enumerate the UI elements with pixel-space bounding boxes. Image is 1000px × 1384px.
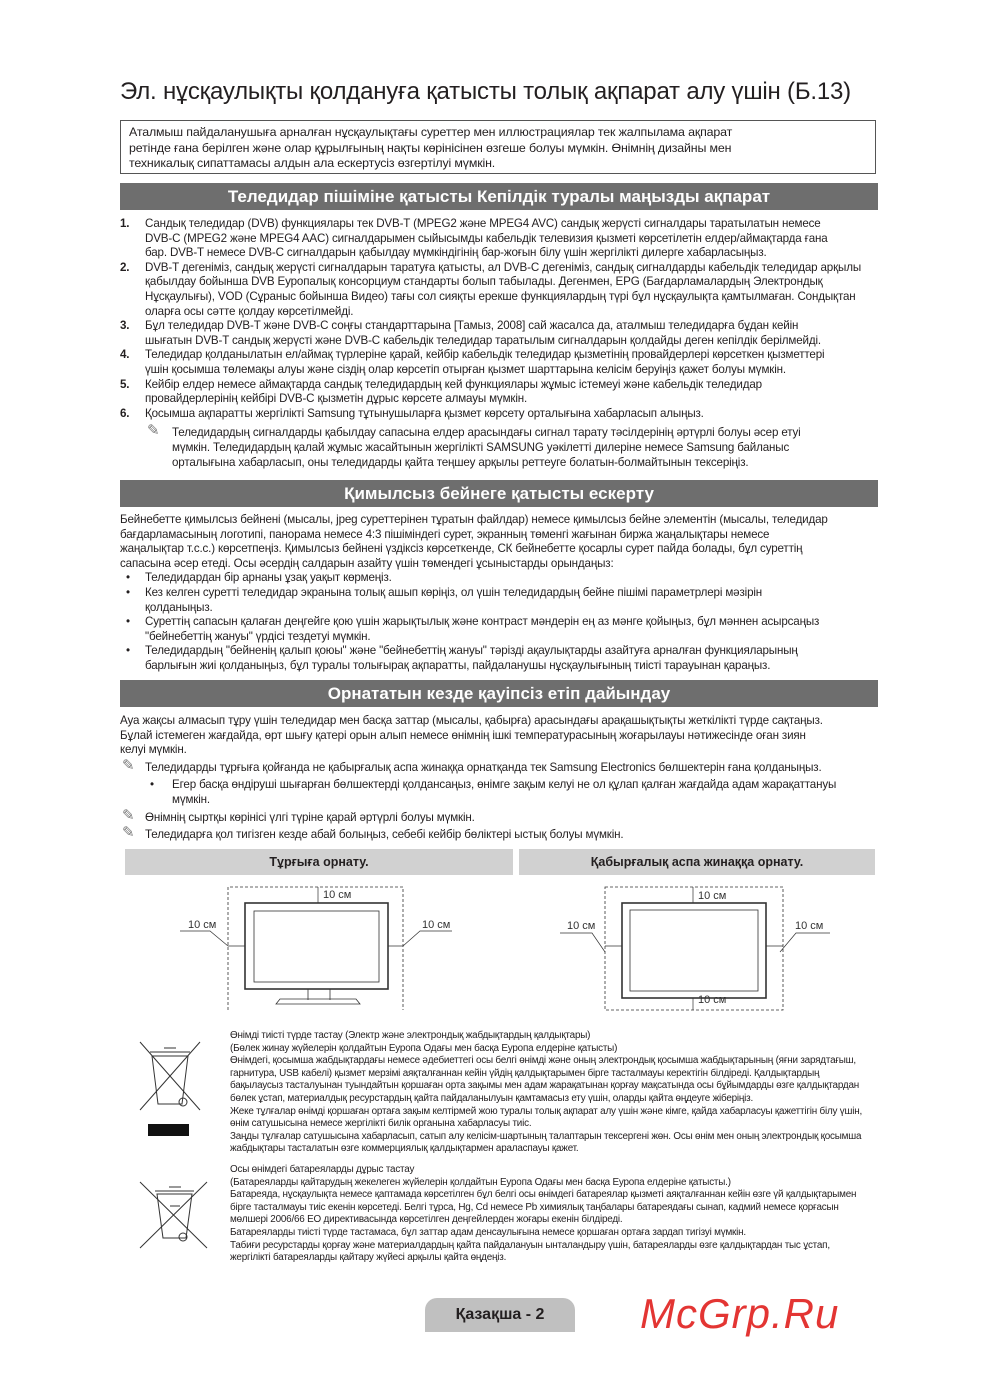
disposal-line: Батареяларды тиісті түрде тастамаса, бұл заттар адам денсаулығына немесе қоршаған ортаға зардап тигізуі мүмкін. [230, 1226, 746, 1238]
pencil-note-icon: ✎ [122, 824, 135, 842]
table-header-stand: Тұрғыға орнату. [125, 849, 513, 875]
disposal-line: Өнімдегі, қосымша жабдықтардағы немесе әдебиеттегі осы белгі өнімді және оның электрондық қосымша жабдықтарының (яғни зарядтағыш, [230, 1055, 856, 1067]
item-line: Кейбір елдер немесе аймақтарда сандық теледидардың кей функциялары жұмыс істемеуі және кабельдік теледидар [145, 377, 762, 391]
bullet-icon: • [126, 644, 130, 658]
item-line: Сандық теледидар (DVB) функциялары тек DVB-T (MPEG2 және MPEG4 AVC) сандық жерүсті сигналдары таратылатын немесе [145, 217, 821, 230]
disposal-line: (Батареяларды қайтарудың жекелеген жүйелерін қолдайтын Еуропа Одағы мен басқа Еуропа елдеріне қатысты.) [230, 1176, 731, 1188]
note-line: Теледидардың сигналдарды қабылдау сапасына елдер арасындағы сигнал тарату тәсілдерінің әртүрлі болуы әсер етуі [172, 426, 801, 440]
section-heading-still-image: Қимылсыз бейнеге қатысты ескерту [120, 480, 878, 507]
paragraph-line: Бұлай істемеген жағдайда, өрт шығу қатері орын алып немесе өнімнің ішкі температурасының жоғарылауы нәтижесінде оған зиян [120, 728, 806, 742]
item-line: қабылдау бойынша DVB Еуропалық консорциум стандарты болып табылады. Дегенмен, EPG (Бағдарламалардың Электрондық [145, 275, 823, 289]
pencil-note-icon: ✎ [122, 806, 135, 824]
item-line: Бұл теледидар DVB-T және DVB-C соңғы стандарттарына [Тамыз, 2008] сай жасалса да, аталмыш теледидарға бұдан кейін [145, 319, 799, 333]
item-number: 2. [120, 260, 130, 274]
note-line: мүмкін. Теледидардың қалай жұмыс жасайтынын жергілікті SAMSUNG уәкілетті дилеріне немесе Samsung байланыс [172, 440, 790, 454]
note-line: Теледидарға қол тигізген кезде абай болыңыз, себебі кейбір бөліктері ыстық болуы мүмкін. [145, 828, 624, 842]
item-line: Нұсқаулығы), VOD (Сұраныс бойынша Видео) тағы сол сияқты ерекше функциялардың түрі бұл нұсқаулықта қамтылмаған. Сондықтан [145, 289, 856, 303]
disclaimer-line: техникалық сипаттамасы алдын ала ескертусіз өзгертілуі мүмкін. [129, 156, 496, 170]
item-number: 1. [120, 217, 130, 230]
bullet-line: Егер басқа өндіруші шығарған бөлшектерді қолдансаңыз, өнімге зақым келуі не ол құлап қалған жағдайда адам жарақаттануы [172, 778, 837, 792]
disposal-line: бақылаусыз тасталуынан туындайтын қоршаған орта зақымы мен адам жарақатынан қорғау мақсатында осы бұйымдарды өзге қалдықтардан [230, 1080, 860, 1092]
bullet-icon: • [126, 585, 130, 599]
paragraph-line: сапасына әсер етеді. Осы әсердің салдарын азайту үшін төмендегі ұсыныстарды орындаңыз: [120, 556, 614, 570]
bullet-line: Теледидардың "бейненің қалып қоюы" және "бейнебеттің жануы" тәрізді ақаулықтарды азайтуға арналған функцияларының [145, 644, 798, 658]
disposal-line: Заңды тұлғалар сатушысына хабарласып, сатып алу келісім-шартының талаптарын тексергені жөн. Осы өнім мен оның электрондық қосымша [230, 1130, 862, 1142]
item-line: оларға осы сәтте қолдау көрсетілмейді. [145, 304, 354, 318]
item-line: провайдерлерінің кейбірі DVB-C қызметін дұрыс көрсете алмауы мүмкін. [145, 392, 528, 406]
paragraph-line: бағдарламасының логотипі, панорама немесе 4:3 пішіміндегі сурет, экранның төменгі жағынан биржа жаңалықтары немесе [120, 527, 770, 541]
disposal-line: бірге тасталмауы тиіс екенін көрсетеді. Белгі тұрса, Hg, Cd немесе Pb химиялық таңбалары батареядағы сынап, кадмий немесе қорғасын [230, 1201, 839, 1213]
paragraph-line: келуі мүмкін. [120, 743, 187, 757]
item-line: Қосымша ақпаратты жергілікті Samsung тұтынушыларға қызмет көрсету орталығына хабарласып алыңыз. [145, 406, 704, 420]
bullet-line: Суреттің сапасын қалаған деңгейге қою үшін жарықтылық және контраст мәндерін ең аз мәнге қойыңыз, бұл мәннен асырсаңыз [145, 615, 820, 629]
disposal-line: бөлек ұстап, материалдық ресурстардың қайта пайдаланылуын қамтамасыз ету үшін, оларды қайта өңдеуге жіберіңіз. [230, 1092, 754, 1104]
paragraph-line: жаңалықтар т.с.с.) көрсетпеңіз. Қимылсыз бейнені үздіксіз көрсеткенде, СК бейнебетте қосарлы сурет пайда болады, бұл суреттің [120, 542, 803, 556]
item-line: DVB-C (MPEG2 және MPEG4 AAC) сигналдарымен сыйысымды кабельдік телевизия қызметі көрсетілетін елдер/аймақтарда ғана [145, 231, 828, 245]
disposal-line: мөлшері 2006/66 ЕО директивасында көрсетілген деңгейлерден жоғары екенін білдіреді. [230, 1214, 623, 1226]
clearance-label: 10 см [567, 920, 596, 932]
table-header-wall-mount: Қабырғалық аспа жинаққа орнату. [519, 849, 875, 875]
bullet-icon: • [126, 615, 130, 629]
bullet-icon: • [126, 571, 130, 585]
bullet-line: "бейнебеттің жануы" үрдісі тездетуі мүмкін. [145, 629, 371, 643]
section-heading-warranty: Теледидар пішіміне қатысты Кепілдік туралы маңызды ақпарат [120, 183, 878, 210]
stand-diagram [180, 887, 452, 1010]
disposal-line: Батареяда, нұсқаулықта немесе қаптамада көрсетілген бұл белгі осы өнімдегі батареялар қызметі аяқталғаннан кейін өзге үй қалдықтарымен [230, 1189, 857, 1201]
disposal-line: өнім сатушысына немесе жергілікті билік органына хабарласуы тиіс. [230, 1118, 532, 1130]
item-line: Теледидар қолданылатын ел/аймақ түрлеріне қарай, кейбір кабельдік теледидар қызметінің провайдерлері көрсеткен қызметтері [145, 348, 825, 362]
paragraph-line: Ауа жақсы алмасып тұру үшін теледидар мен басқа заттар (мысалы, қабырға) арасындағы арақашықтықты жеткілікті түрде сақтаңыз. [120, 714, 823, 727]
disposal-line: Жеке тұлғалар өнімді қоршаған ортаға зақым келтірмей жою туралы толық ақпарат алу үшін және кімге, қайда хабарласуы қажеттігін білу үшін, [230, 1105, 863, 1117]
disposal-line: Осы өнімдегі батареяларды дұрыс тастау [230, 1164, 415, 1175]
disposal-line: гарнитура, USB кабелі) қызмет мерзімі аяқталғаннан кейін үйдің қалдықтарымен бірге тасталмауы керектігін білдіреді. Қалдықтардың [230, 1067, 820, 1079]
bullet-line: қолданыңыз. [145, 600, 213, 614]
clearance-label: 10 см [188, 919, 217, 931]
bullet-line: Кез келген суретті теледидар экранына толық ашып көріңіз, ол үшін теледидардың бейне пішімі параметрлері мәзірін [145, 585, 763, 599]
item-line: DVB-T дегеніміз, сандық жерүсті сигналдарын таратуға қатысты, ал DVB-C дегеніміз, сандық сигналдарды кабельдік теледидар арқылы [145, 260, 862, 274]
item-number: 6. [120, 406, 130, 420]
disposal-line: Табиғи ресурстарды қорғау және материалдардың қайта пайдалануын ынталандыру үшін, батареяларды өзге қалдықтардан тыс ұстап, [230, 1239, 830, 1251]
weee-bar [148, 1124, 189, 1136]
disposal-line: жабдықтары тасталатын өзге коммерциялық қалдықтармен араласпауы қажет. [230, 1143, 579, 1155]
clearance-label: 10 см [795, 920, 824, 932]
pencil-note-icon: ✎ [147, 422, 160, 440]
bullet-icon: • [150, 778, 154, 792]
item-line: бар. DVB-T немесе DVB-C сигналдарын қабылдау мүмкіндігінің бар-жоғын білу үшін жергілікті дилерге хабарласыңыз. [145, 246, 767, 260]
crossed-bin-icon [140, 1042, 200, 1110]
item-number: 4. [120, 348, 130, 362]
item-number: 3. [120, 319, 130, 333]
disclaimer-line: ретінде ғана берілген және олар құрылғының нақты көрінісінен өзгеше болуы мүмкін. Өнімнің дизайны мен [129, 140, 732, 155]
clearance-label: 10 см [698, 994, 727, 1006]
item-line: шығатын DVB-T сандық жерүсті және DVB-C кабельдік теледидар таратылым сигналдарын қолдайды деген кепілдік берілмейді. [145, 333, 821, 347]
bullet-line: мүмкін. [172, 792, 210, 806]
note-line: орталығына хабарласып, оны теледидарды қайта теңшеу арқылы реттеуге болатын-болмайтынын тексеріңіз. [172, 455, 749, 469]
section-heading-installation: Орнататын кезде қауіпсіз етіп дайындау [120, 680, 878, 707]
battery-disposal-text [230, 1164, 856, 1265]
crossed-battery-bin-icon [140, 1182, 207, 1248]
clearance-label: 10 см [422, 919, 451, 931]
bullet-line: барлығын жиі қолданыңыз, бұл туралы толығырақ ақпаратты, пайдаланушы нұсқаулығының тиісті тарауынан қараңыз. [145, 658, 771, 672]
wall-mount-diagram [560, 887, 830, 1010]
item-line: үшін қосымша төлемақы алуы және сіздің олар көрсетіп отырған қызмет шарттарына келісім беруіңіз қажет болуы мүмкін. [145, 362, 786, 376]
bullet-line: Теледидардан бір арнаны ұзақ уақыт көрмеңіз. [145, 571, 392, 585]
clearance-label: 10 см [323, 889, 352, 901]
disclaimer-line: Аталмыш пайдаланушыға арналған нұсқаулықтағы суреттер мен иллюстрациялар тек жалпылама ақпарат [129, 125, 733, 139]
page-title: Эл. нұсқаулықты қолдануға қатысты толық ақпарат алу үшін (Б.13) [120, 78, 851, 105]
disposal-line: жергілікті батареяларды қайтару жүйесі арқылы қайта өңдеңіз. [230, 1252, 507, 1264]
item-number: 5. [120, 377, 130, 391]
note-line: Өнімнің сыртқы көрінісі үлгі түріне қарай әртүрлі болуы мүмкін. [145, 810, 475, 824]
paragraph-line: Бейнебетте қимылсыз бейнені (мысалы, jpeg суреттерінен тұратын файлдар) немесе қимылсыз бейне элементін (мысалы, теледидар [120, 513, 828, 526]
disposal-line: (Бөлек жинау жүйелерін қолдайтын Еуропа Одағы мен басқа Еуропа елдеріне қатысты) [230, 1042, 618, 1054]
disposal-line: Өнімді тиісті түрде тастау (Электр және электрондық жабдықтардың қалдықтары) [230, 1030, 591, 1041]
pencil-note-icon: ✎ [122, 756, 135, 774]
note-line: Теледидарды тұрғыға қойғанда не қабырғалық аспа жинаққа орнатқанда тек Samsung Electronics бөлшектерін ғана қолданыңыз. [145, 760, 822, 774]
watermark: McGrp.Ru [640, 1290, 840, 1337]
weee-disposal-text [230, 1030, 862, 1156]
page-number-tab: Қазақша - 2 [425, 1298, 575, 1332]
clearance-label: 10 см [698, 890, 727, 902]
